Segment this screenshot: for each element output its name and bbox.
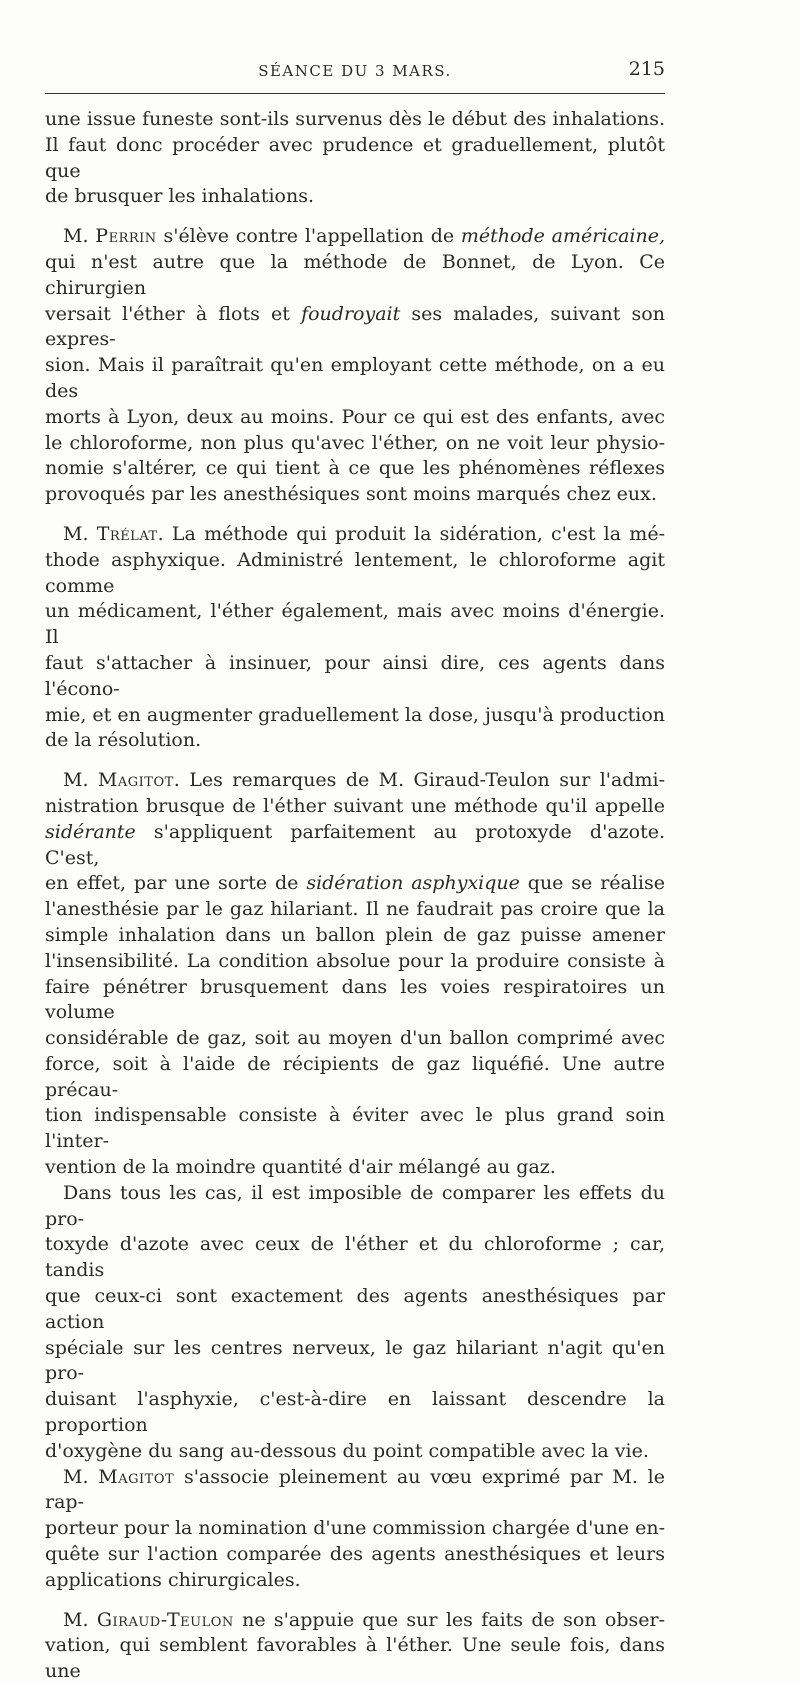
text-line: sion. Mais il paraîtrait qu'en employant cette méthode, on a eu des bbox=[45, 354, 665, 402]
text-line: morts à Lyon, deux au moins. Pour ce qui est des enfants, avec bbox=[45, 405, 665, 428]
text-line: l'insensibilité. La condition absolue pour la produire consiste à bbox=[45, 949, 665, 972]
running-header bbox=[45, 58, 665, 88]
text-line: applications chirurgicales. bbox=[45, 1568, 301, 1591]
text-line: de la résolution. bbox=[45, 729, 202, 752]
text-line: qui n'est autre que la méthode de Bonnet, de Lyon. Ce chirurgien bbox=[45, 250, 665, 299]
text-line: provoqués par les anesthésiques sont moins marqués chez eux. bbox=[45, 483, 657, 506]
text-line: Il faut donc procéder avec prudence et graduellement, plutôt que bbox=[45, 133, 665, 182]
text-line: versait l'éther à flots et foudroyait ses malades, suivant son expres- bbox=[45, 302, 665, 351]
speaker-name: Giraud-Teulon bbox=[96, 1608, 234, 1631]
text-line: force, soit à l'aide de récipients de gaz liquéfié. Une autre précau- bbox=[45, 1052, 665, 1101]
text-line: M. Magitot s'associe pleinement au vœu exprimé par M. le rap- bbox=[45, 1465, 665, 1514]
paragraph-perrin bbox=[45, 224, 665, 508]
emphasis: sidérante bbox=[45, 820, 136, 843]
text-line: faut s'attacher à insinuer, pour ainsi dire, ces agents dans l'écono- bbox=[45, 651, 665, 700]
text-line: porteur pour la nomination d'une commission chargée d'une en- bbox=[45, 1517, 665, 1540]
text-line: sidérante s'appliquent parfaitement au protoxyde d'azote. C'est, bbox=[45, 820, 665, 869]
text-line: vation, qui semblent favorables à l'éther. Une seule fois, dans une bbox=[45, 1634, 665, 1683]
text-line: un médicament, l'éther également, mais avec moins d'énergie. Il bbox=[45, 600, 665, 649]
emphasis: foudroyait bbox=[301, 302, 401, 325]
emphasis: méthode américaine, bbox=[460, 225, 665, 248]
text-line: l'anesthésie par le gaz hilariant. Il ne faudrait pas croire que la bbox=[45, 898, 665, 921]
text-line: mie, et en augmenter graduellement la dose, jusqu'à production bbox=[45, 703, 665, 726]
text-line: d'oxygène du sang au-dessous du point compatible avec la vie. bbox=[45, 1439, 649, 1462]
paragraph-giraud-teulon bbox=[45, 1608, 665, 1685]
text-line: M. Magitot. Les remarques de M. Giraud-Teulon sur l'admi- bbox=[63, 769, 665, 792]
text-line: Dans tous les cas, il est imposible de comparer les effets du pro- bbox=[45, 1181, 665, 1230]
paragraph-magitot bbox=[45, 768, 665, 1181]
running-title: SÉANCE DU 3 MARS. bbox=[258, 62, 452, 80]
speaker-name: Trélat bbox=[96, 522, 158, 545]
emphasis: sidération asphyxique bbox=[306, 872, 520, 895]
text-line: que ceux-ci sont exactement des agents anesthésiques par action bbox=[45, 1285, 665, 1333]
paragraph-trelat bbox=[45, 522, 665, 754]
text-line: de brusquer les inhalations. bbox=[45, 185, 315, 208]
text-line: M. Trélat. La méthode qui produit la sidération, c'est la mé- bbox=[63, 522, 665, 545]
text-line: tion indispensable consiste à éviter avec le plus grand soin l'inter- bbox=[45, 1104, 665, 1153]
text-line: toxyde d'azote avec ceux de l'éther et du chloroforme ; car, tandis bbox=[45, 1233, 665, 1282]
header-rule bbox=[45, 93, 665, 94]
text-line: simple inhalation dans un ballon plein de gaz puisse amener bbox=[45, 923, 665, 946]
text-line: M. Giraud-Teulon ne s'appuie que sur les faits de son obser- bbox=[63, 1608, 665, 1631]
speaker-name: Magitot bbox=[98, 1465, 175, 1488]
text-line: vention de la moindre quantité d'air mélangé au gaz. bbox=[45, 1156, 556, 1179]
text-line: le chloroforme, non plus qu'avec l'éther, on ne voit leur physio- bbox=[45, 431, 665, 454]
text-line: nistration brusque de l'éther suivant une méthode qu'il appelle bbox=[45, 794, 665, 817]
paragraph-comparison bbox=[45, 1181, 665, 1465]
text-line: M. Perrin s'élève contre l'appellation de méthode américaine, bbox=[63, 225, 665, 248]
text-line: spéciale sur les centres nerveux, le gaz hilariant n'agit qu'en pro- bbox=[45, 1336, 665, 1385]
page-body bbox=[45, 107, 665, 1685]
text-line: quête sur l'action comparée des agents anesthésiques et leurs bbox=[45, 1543, 665, 1566]
text-line: considérable de gaz, soit au moyen d'un ballon comprimé avec bbox=[45, 1027, 665, 1050]
text-line: nomie s'altérer, ce qui tient à ce que les phénomènes réflexes bbox=[45, 457, 665, 480]
text-line: une issue funeste sont-ils survenus dès le début des inhalations. bbox=[45, 108, 665, 130]
speaker-name: Perrin bbox=[95, 225, 157, 248]
text-line: faire pénétrer brusquement dans les voies respiratoires un volume bbox=[45, 975, 665, 1024]
text-line: thode asphyxique. Administré lentement, le chloroforme agit comme bbox=[45, 548, 665, 597]
paragraph-continuation bbox=[45, 107, 665, 210]
paragraph-magitot-vote bbox=[45, 1465, 665, 1594]
text-line: en effet, par une sorte de sidération asphyxique que se réalise bbox=[45, 872, 665, 895]
text-line: duisant l'asphyxie, c'est-à-dire en laissant descendre la proportion bbox=[45, 1388, 665, 1437]
speaker-name: Magitot bbox=[97, 769, 174, 792]
page-number: 215 bbox=[628, 58, 665, 80]
